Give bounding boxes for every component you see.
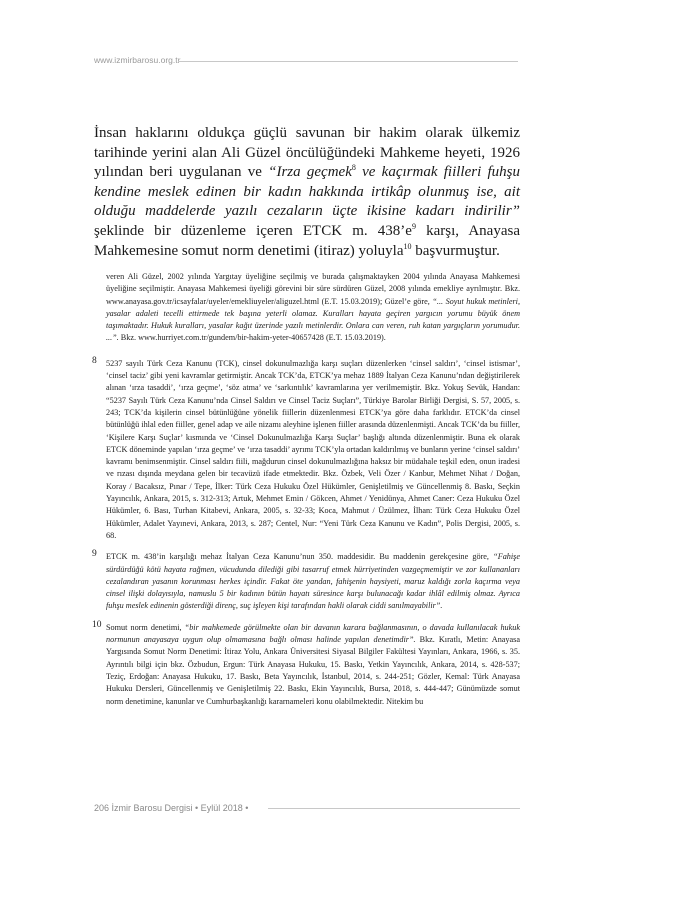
para-text-3: karşı, Anayasa Mahkemesine somut norm denetimi (itiraz) yoluyla — [94, 222, 520, 259]
footnote-number: 9 — [92, 549, 97, 560]
footnote-ref-9[interactable]: 9 — [411, 221, 416, 231]
footnote-ref-8[interactable]: 8 — [351, 163, 356, 173]
footnote-ref-10[interactable]: 10 — [403, 241, 412, 251]
footnote-text: ETCK m. 438’in karşılığı mehaz İtalyan Ceza Kanunu’nun 350. maddesidir. Bu maddenin gerekçesine göre, — [106, 552, 494, 562]
quote-part-2: ve kaçırmak fiilleri fuhşu kendine meslek edinen bir kadın hakkında irtikâp olunmuş ise, ait olduğu maddelerde yazılı cezaların üçte ikisine kadarı indirilir” — [94, 164, 520, 220]
footer-rule — [268, 808, 520, 809]
quote-part-1: “Irza geçmek — [268, 164, 352, 181]
footnote-number: 8 — [92, 355, 97, 366]
footnote-quote: “Fahişe sürdürdüğü kötü hayata rağmen, vücudunda dilediği gibi tasarruf etmek hürriyetinden vazgeçmemiştir ve zor kullananları cezalandıran yasanın korunması herkes içindir. Fakat öte yandan, fahişenin haysiyeti, maruz kaldığı zorla kaçırma veya cinsel ilişki dolayısıyla, namuslu 5 bir kadının bütün hayatı süresince karşı bulunacağı kadar ihlâl edilmiş olmaz. Ayrıca fuhşu meslek edinenin gösterdiği direnç, suç işleyen kişi tarafından hakli olarak ciddi sanılmayabilir”. — [106, 552, 520, 611]
para-text-1: İnsan haklarını oldukça güçlü savunan bir hakim olarak ülkemiz tarihinde yerini alan Ali Güzel öncülüğündeki Mahkeme heyeti, 1926 yılından beri uygulanan ve — [94, 125, 520, 181]
footnote-text: Bkz. Kıratlı, Metin: Anayasa Yargısında Somut Norm Denetimi: İtiraz Yolu, Ankara Üniversitesi Siyasal Bilgiler Fakültesi Yayınları, Ankara, 1966, s. 35. Ayrıntılı bilgi için bkz. Özbudun, Ergun: Türk Anayasa Hukuku, 15. Baskı, Yetkin Yayıncılık, Ankara, 2014, s. 428-537; Teziç, Erdoğan: Anayasa Hukuku, 17. Baskı, Beta Yayıncılık, İstanbul, 2014, s. 244-251; Gözler, Kemal: Türk Anayasa Hukuku Dersleri, Güncellenmiş ve Genişletilmiş 22. Baskı, Ekin Yayıncılık, Bursa, 2018, s. 444-447; Günümüzde somut norm denetimine, kanunlar ve Cumhurbaşkanlığı kararnameleri konu olabilmektedir. Nitekim bu — [106, 635, 520, 706]
main-paragraph — [94, 124, 520, 261]
page-footer: 206 İzmir Barosu Dergisi • Eylül 2018 • — [94, 803, 249, 813]
para-text-4: başvurmuştur. — [411, 242, 500, 259]
footnote-cont-text-c: Bkz. www.hurriyet.com.tr/gundem/bir-hakim-yeter-40657428 (E.T. 15.03.2019). — [118, 333, 386, 343]
footnote-cont-text-a: veren Ali Güzel, 2002 yılında Yargıtay üyeliğine seçilmiş ve burada çalışmaktayken 2004 yılında Anayasa Mahkemesi üyeliğine seçilmiştir. Anayasa Mahkemesi üyeliği görevini bir süre sürdüren Güzel, 2008 yılında emekliye ayrılmıştır. Bkz. www.anayasa.gov.tr/icsayfalar/uyeler/emekliuyeler/aliguzel.html (E.T. 15.03.2019); Güzel’e göre, — [106, 272, 520, 306]
header-rule — [178, 61, 518, 62]
footnote-text: Somut norm denetimi, — [106, 622, 185, 632]
para-text-2: şeklinde bir düzenleme içeren ETCK m. 438’e — [94, 222, 412, 239]
footnote-text: 5237 sayılı Türk Ceza Kanunu (TCK), cinsel dokunulmazlığa karşı suçları düzenlerken ‘cinsel saldırı’, ‘cinsel istismar’, ‘cinsel taciz’ gibi yeni kavramlar getirmiştir. Ancak TCK’da, ETCK’ya mehaz 1889 İtalyan Ceza Kanunu’ndan değiştirilerek alınan ‘ırza tasaddi’, ‘ırza geçme’, ‘söz atma’ ve ‘sarkıntılık’ kavramlarına yer verilmemiştir. Bkz. Yokuş Sevük, Handan: “5237 Sayılı Türk Ceza Kanunu’nda Cinsel Saldırı ve Cinsel Taciz Suçları”, Türkiye Barolar Birliği Dergisi, S. 57, 2005, s. 243; TCK’da kişilerin cinsel bütünlüğüne yönelik fiillerin düzenlenmesi ETCK’ya göre daha farklıdır. ETCK’da cinsel bütünlüğü ihlal eden fiiller, genel adap ve aile nizamı aleyhine işlenen fiiller arasında düzenlenmişti. Ancak TCK’da bu fiiller, ‘Kişilere Karşı Suçlar’ kısmında ve ‘Cinsel Dokunulmazlığa Karşı Suçlar’ başlığı altında düzenlenmiştir. Buna ek olarak ETCK döneminde yapılan ‘ırza geçme’ ve ‘ırza tasaddi’ ayrımı TCK’yla ortadan kaldırılmış ve bunların yerine ‘cinsel saldırı’ kavramı benimsenmiştir. Cinsel saldırı fiili, mağdurun cinsel dokunulmazlığına haksız bir müdahale teşkil eden, onun iradesi ve rızası dışında meydana gelen bir tecavüzü ifade etmektedir. Bkz. Özbek, Veli Özer / Kanbur, Mehmet Nihat / Doğan, Koray / Bacaksız, Pınar / Tepe, İlker: Türk Ceza Hukuku Özel Hükümler, Genişletilmiş ve Güncellenmiş 8. Baskı, Seçkin Yayıncılık, Ankara, 2015, s. 312-313; Artuk, Mehmet Emin / Gökcen, Ahmet / Yenidünya, Ahmet Caner: Ceza Hukuku Özel Hükümler, 6. Bası, Turhan Kitabevi, Ankara, 2005, s. 32-33; Koca, Mahmut / Üzülmez, İlhan: Türk Ceza Hukuku Özel Hükümler, Adalet Yayınevi, Ankara, 2013, s. 287; Centel, Nur: “Yeni Türk Ceza Kanunu ve Kadın”, Polis Dergisi, 2005, s. 68. — [106, 358, 520, 540]
header-url: www.izmirbarosu.org.tr — [94, 55, 181, 65]
footnotes — [94, 271, 520, 717]
footnote-8 — [92, 355, 520, 542]
footnote-number: 10 — [92, 619, 102, 630]
footnote-continued — [94, 271, 520, 345]
footnote-quote: “bir mahkemede görülmekte olan bir davanın karara bağlanmasının, o davada kullanılacak hukuk normunun anayasaya uygun olup olmamasına bağlı olması halinde yapılan denetimdir”. — [106, 622, 520, 645]
footnote-9 — [94, 551, 520, 612]
footnote-10 — [92, 619, 520, 708]
footnote-cont-quote: “... Soyut hukuk metinleri, yasalar adaleti tecelli ettirmede tek başına yeterli olamaz. Kuralları hayata geçiren yargıcın yorumu büyük önem taşımaktadır. Hukuk kuralları, yasalar kağıt üzerinde yazılı metinlerdir. Onlara can veren, ruh katan yargıçların yorumudur. ...”. — [106, 296, 520, 343]
